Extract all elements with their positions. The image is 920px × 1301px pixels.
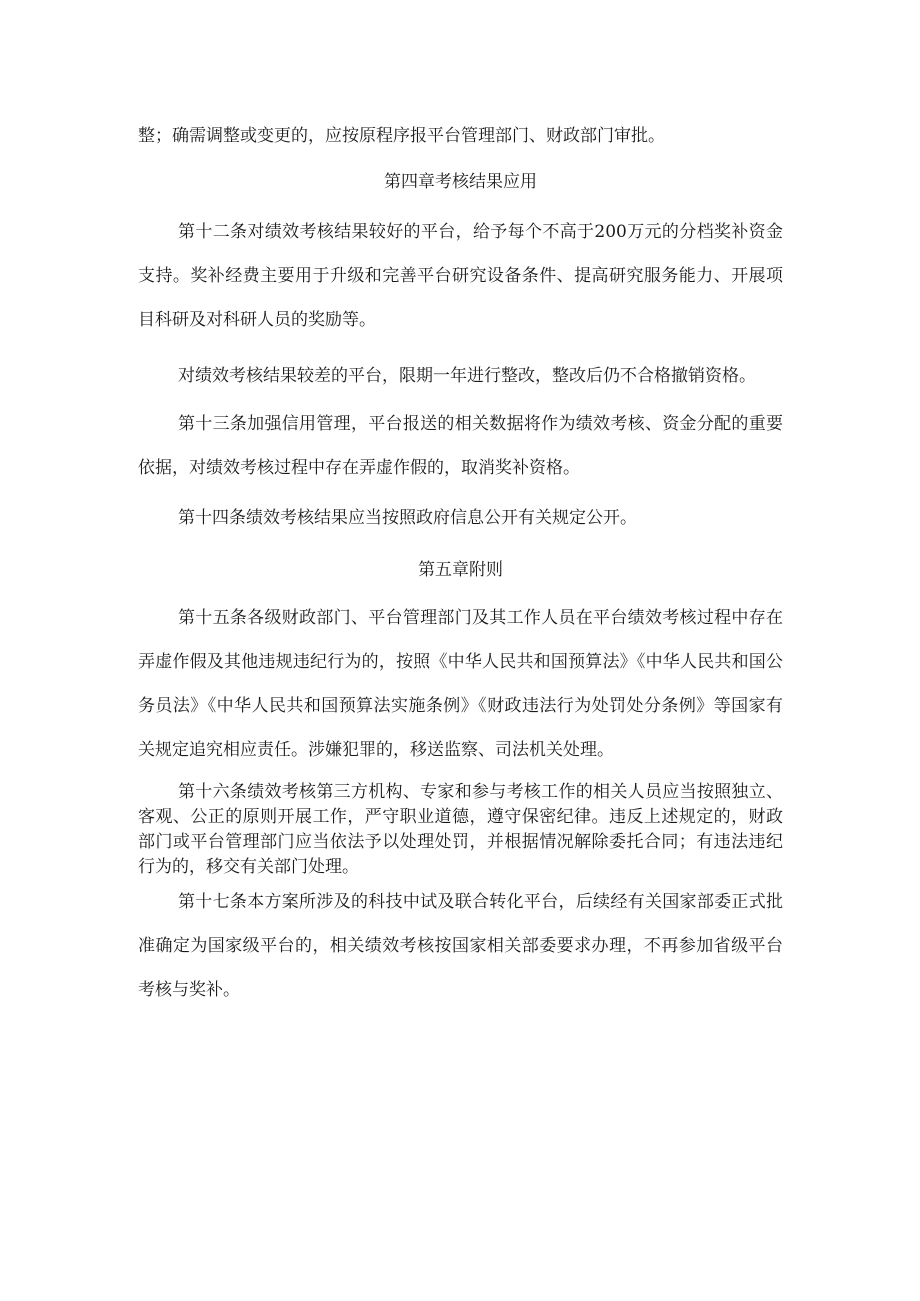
article-15-paragraph: 第十五条各级财政部门、平台管理部门及其工作人员在平台绩效考核过程中存在弄虚作假及其他违规违纪行为的，按照《中华人民共和国预算法》《中华人民共和国公务员法》《中华人民共和国预算法实施条例》《财政违法行为处罚处分条例》等国家有关规定追究相应责任。涉嫌犯罪的，移送监察、司法机关处理。 [138, 608, 783, 760]
article-17-paragraph: 第十七条本方案所涉及的科技中试及联合转化平台，后续经有关国家部委正式批准确定为国家级平台的，相关绩效考核按国家相关部委要求办理，不再参加省级平台考核与奖补。 [138, 892, 783, 1000]
article-12-paragraph: 第十二条对绩效考核结果较好的平台，给予每个不高于200万元的分档奖补资金支持。奖补经费主要用于升级和完善平台研究设备条件、提高研究服务能力、开展项目科研及对科研人员的奖励等。 [138, 222, 783, 330]
chapter-5-heading: 第五章附则 [418, 560, 503, 580]
article-16-paragraph: 第十六条绩效考核第三方机构、专家和参与考核工作的相关人员应当按照独立、客观、公正的原则开展工作，严守职业道德，遵守保密纪律。违反上述规定的，财政部门或平台管理部门应当依法予以处理处罚，并根据情况解除委托合同；有违法违纪行为的，移交有关部门处理。 [138, 782, 783, 877]
continuation-paragraph: 整；确需调整或变更的，应按原程序报平台管理部门、财政部门审批。 [138, 126, 665, 146]
article-12-second-paragraph: 对绩效考核结果较差的平台，限期一年进行整改，整改后仍不合格撤销资格。 [178, 366, 756, 386]
article-14-paragraph: 第十四条绩效考核结果应当按照政府信息公开有关规定公开。 [178, 508, 637, 528]
article-13-paragraph: 第十三条加强信用管理，平台报送的相关数据将作为绩效考核、资金分配的重要依据，对绩效考核过程中存在弄虚作假的，取消奖补资格。 [138, 414, 783, 478]
chapter-4-heading: 第四章考核结果应用 [384, 172, 537, 192]
